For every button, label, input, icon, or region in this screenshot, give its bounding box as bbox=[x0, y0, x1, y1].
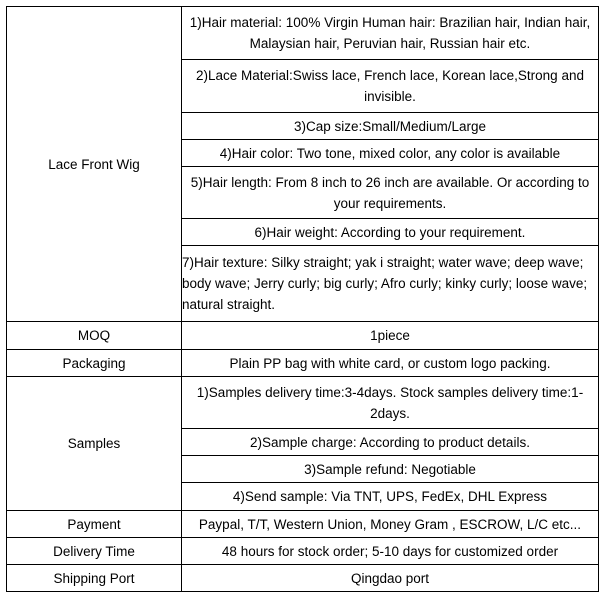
row-label-lace-front-wig: Lace Front Wig bbox=[7, 7, 182, 322]
hair-color-cell: 4)Hair color: Two tone, mixed color, any color is available bbox=[182, 140, 599, 167]
sample-charge-cell: 2)Sample charge: According to product details. bbox=[182, 429, 599, 456]
table-row bbox=[7, 7, 599, 60]
row-label-delivery-time: Delivery Time bbox=[7, 538, 182, 565]
table-row bbox=[7, 511, 599, 538]
row-label-packaging: Packaging bbox=[7, 350, 182, 377]
table-row bbox=[7, 565, 599, 592]
row-label-samples: Samples bbox=[7, 377, 182, 511]
payment-value: Paypal, T/T, Western Union, Money Gram , ESCROW, L/C etc... bbox=[182, 511, 599, 538]
sample-refund-cell: 3)Sample refund: Negotiable bbox=[182, 456, 599, 483]
product-spec-table bbox=[6, 6, 599, 592]
table-row bbox=[7, 322, 599, 350]
packaging-value: Plain PP bag with white card, or custom logo packing. bbox=[182, 350, 599, 377]
row-label-payment: Payment bbox=[7, 511, 182, 538]
hair-material-cell: 1)Hair material: 100% Virgin Human hair: Brazilian hair, Indian hair, Malaysian hair, Peruvian hair, Russian hair etc. bbox=[182, 7, 599, 60]
cap-size-cell: 3)Cap size:Small/Medium/Large bbox=[182, 113, 599, 140]
row-label-moq: MOQ bbox=[7, 322, 182, 350]
send-sample-cell: 4)Send sample: Via TNT, UPS, FedEx, DHL Express bbox=[182, 483, 599, 511]
samples-delivery-cell: 1)Samples delivery time:3-4days. Stock samples delivery time:1-2days. bbox=[182, 377, 599, 429]
lace-material-cell: 2)Lace Material:Swiss lace, French lace, Korean lace,Strong and invisible. bbox=[182, 60, 599, 113]
shipping-port-value: Qingdao port bbox=[182, 565, 599, 592]
hair-length-cell: 5)Hair length: From 8 inch to 26 inch are available. Or according to your requirements. bbox=[182, 167, 599, 219]
moq-value: 1piece bbox=[182, 322, 599, 350]
hair-texture-cell: 7)Hair texture: Silky straight; yak i straight; water wave; deep wave; body wave; Jerry curly; big curly; Afro curly; kinky curly; loose wave; natural straight. bbox=[182, 246, 599, 322]
table-row bbox=[7, 538, 599, 565]
table-row bbox=[7, 377, 599, 429]
hair-weight-cell: 6)Hair weight: According to your requirement. bbox=[182, 219, 599, 246]
row-label-shipping-port: Shipping Port bbox=[7, 565, 182, 592]
table-row bbox=[7, 350, 599, 377]
delivery-time-value: 48 hours for stock order; 5-10 days for customized order bbox=[182, 538, 599, 565]
